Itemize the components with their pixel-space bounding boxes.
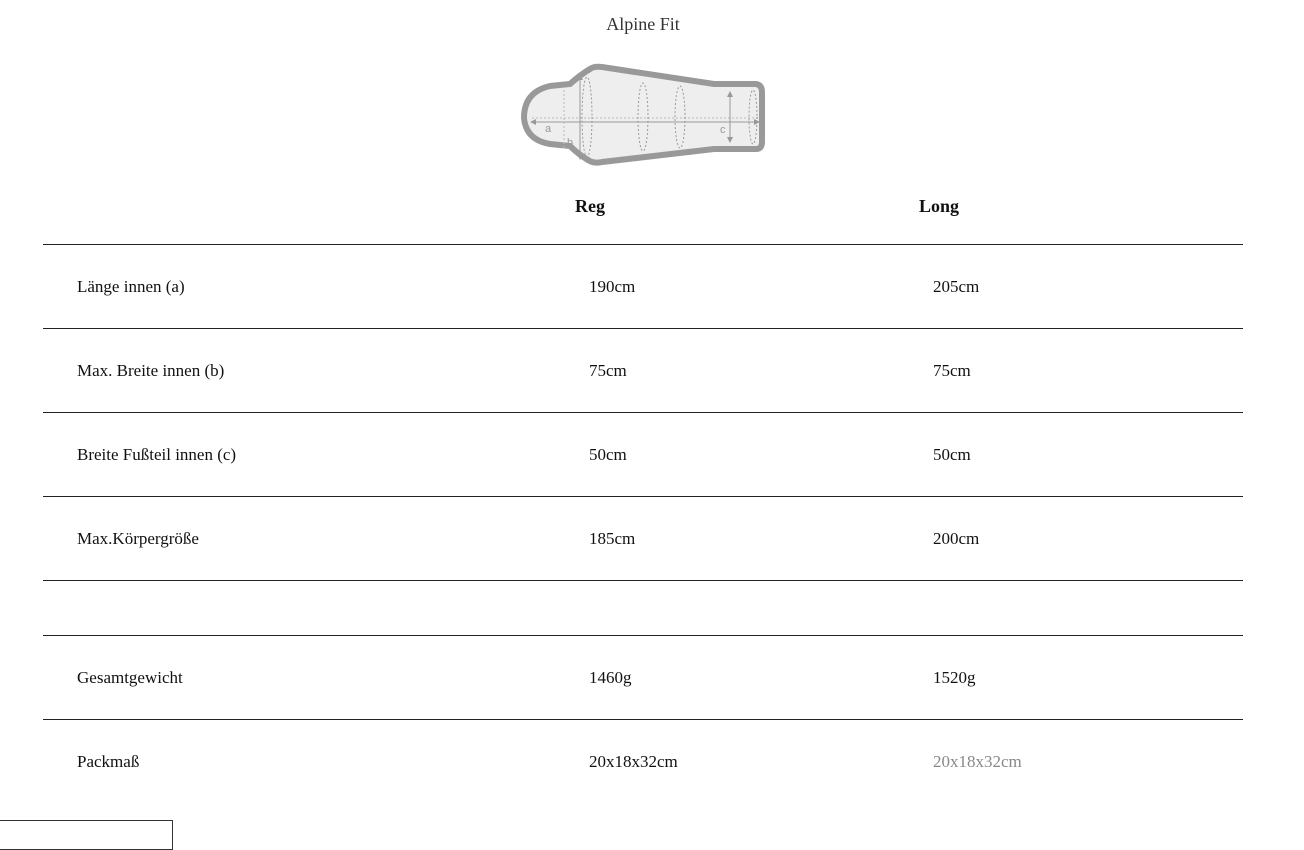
reg-value: 1460g: [589, 668, 632, 687]
long-value: 75cm: [933, 361, 971, 380]
diagram-label-b: b: [567, 137, 574, 149]
sleeping-bag-diagram: [518, 62, 770, 172]
table-row-max-width: [43, 361, 1243, 381]
table-divider: [43, 244, 1243, 245]
reg-value: 75cm: [589, 361, 627, 380]
long-value: 1520g: [933, 668, 976, 687]
table-divider: [43, 412, 1243, 413]
reg-value: 20x18x32cm: [589, 752, 678, 771]
long-value: 205cm: [933, 277, 980, 296]
diagram-label-c: c: [720, 124, 726, 136]
table-row-max-body-height: [43, 529, 1243, 549]
long-value: 20x18x32cm: [933, 752, 1022, 771]
table-divider: [43, 580, 1243, 581]
diagram-label-a: a: [545, 123, 552, 135]
fit-title: Alpine Fit: [606, 14, 680, 34]
row-label: Breite Fußteil innen (c): [77, 445, 237, 464]
long-value: 200cm: [933, 529, 980, 548]
table-divider: [43, 496, 1243, 497]
table-divider: [43, 719, 1243, 720]
bag-outline: [524, 67, 762, 163]
table-row-inner-length: [43, 277, 1243, 297]
reg-value: 190cm: [589, 277, 636, 296]
row-label: Länge innen (a): [77, 277, 185, 296]
row-label: Packmaß: [77, 752, 140, 771]
reg-value: 50cm: [589, 445, 627, 464]
reg-value: 185cm: [589, 529, 636, 548]
table-row-pack-size: [43, 752, 1243, 772]
row-label: Max.Körpergröße: [77, 529, 199, 548]
table-row-foot-width: [43, 445, 1243, 465]
table-divider: [43, 328, 1243, 329]
column-header-reg: Reg: [575, 196, 605, 216]
column-header-long: Long: [919, 196, 960, 216]
table-divider: [43, 635, 1243, 636]
long-value: 50cm: [933, 445, 971, 464]
row-label: Max. Breite innen (b): [77, 361, 225, 380]
bottom-left-box[interactable]: [0, 820, 173, 850]
row-label: Gesamtgewicht: [77, 668, 183, 687]
table-row-total-weight: [43, 668, 1243, 688]
